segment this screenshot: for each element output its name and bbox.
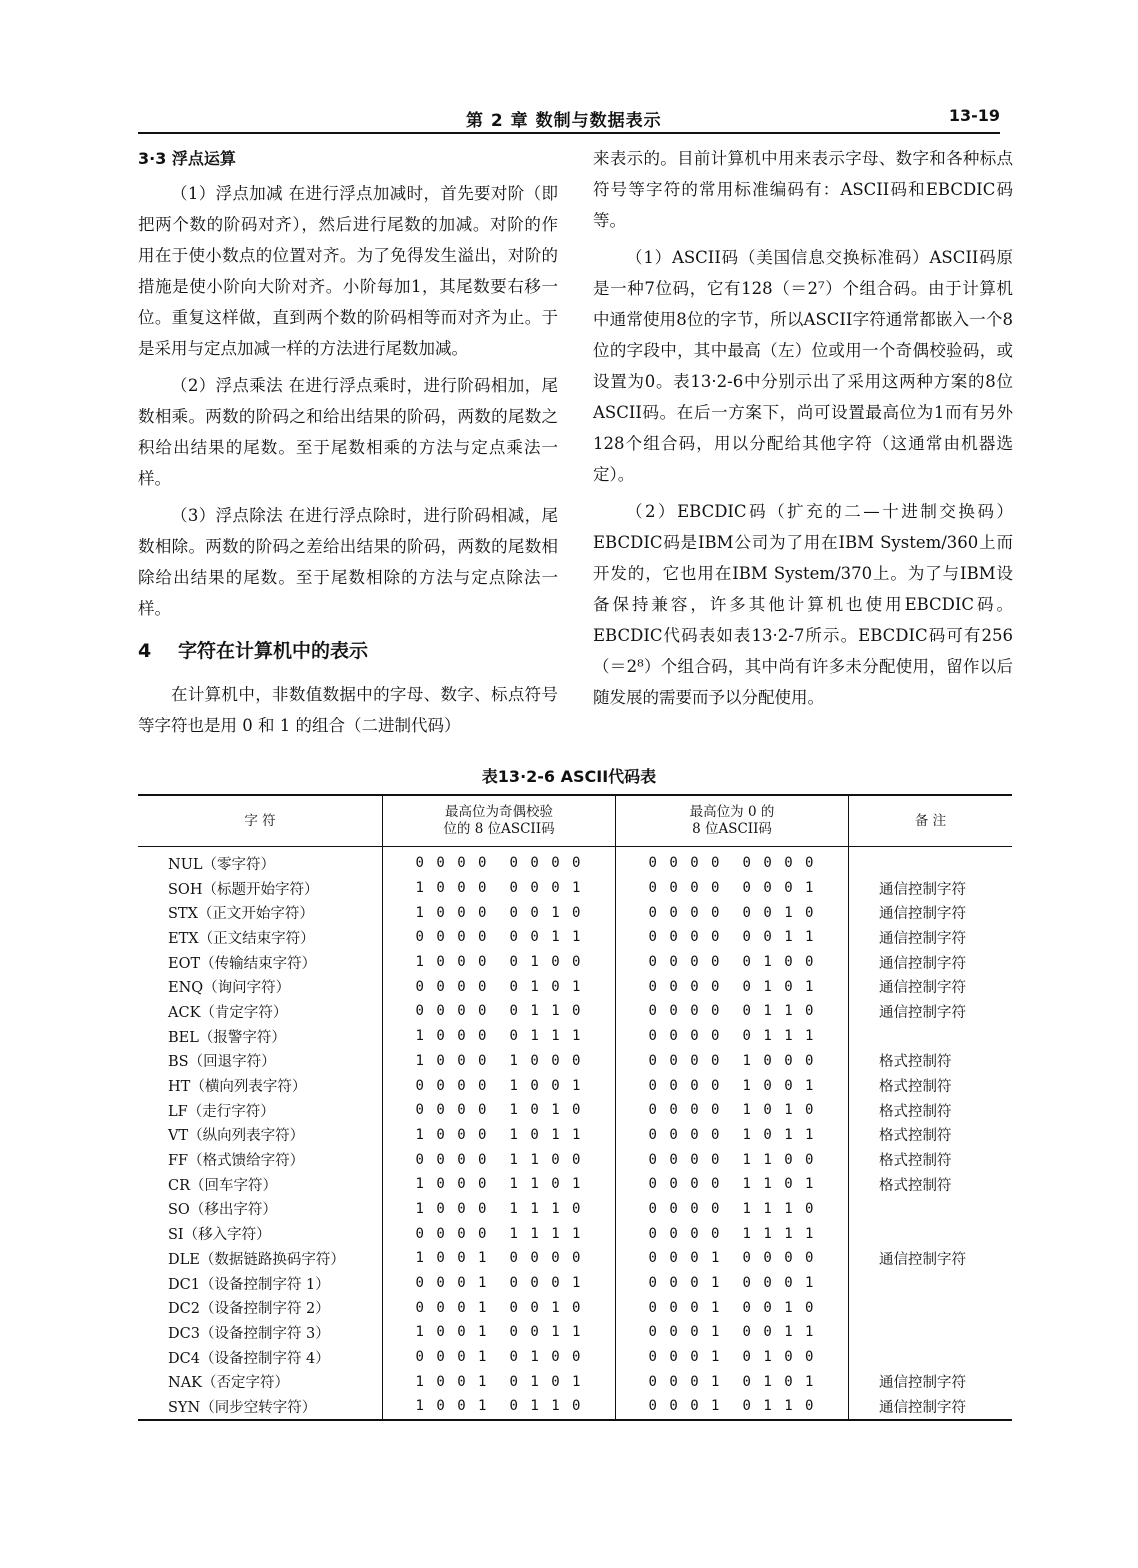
section-heading (138, 636, 558, 667)
zero-low-nibble: 0 1 1 0 (742, 1003, 816, 1020)
char-cell: LF（走行字符） (168, 1103, 275, 1120)
parity-low-nibble: 0 1 0 0 (509, 954, 583, 971)
subsection-heading: 3·3 浮点运算 (138, 149, 236, 168)
zero-low-nibble: 1 1 0 0 (742, 1151, 816, 1168)
paragraph: （3）浮点除法 在进行浮点除时，进行阶码相减，尾数相除。两数的阶码之差给出结果的阶码，两数的尾数相除给出结果的尾数。至于尾数相除的方法与定点除法一样。 (138, 506, 558, 618)
parity-low-nibble: 0 0 0 0 (509, 855, 583, 872)
parity-high-nibble: 1 0 0 0 (415, 954, 489, 971)
note-cell (849, 1345, 1013, 1370)
zero-code-cell (616, 900, 849, 925)
parity-low-nibble: 1 1 0 0 (509, 1151, 583, 1168)
zero-high-nibble: 0 0 0 1 (648, 1250, 722, 1267)
paragraph: （1）ASCII码（美国信息交换标准码）ASCII码原是一种7位码，它有128（＝2⁷）个组合码。由于计算机中通常使用8位的字节，所以ASCII字符通常都嵌入一个8位的字段中，其中最高（左）位或用一个奇偶校验码，或设置为0。表13·2-6中分别示出了采用这两种方案的8位ASCII码。在后一方案下，尚可设置最高位为1而有另外128个组合码，用以分配给其他字符（这通常由机器选定）。 (593, 248, 1013, 484)
section-title: 字符在计算机中的表示 (178, 640, 369, 662)
zero-high-nibble: 0 0 0 0 (648, 1200, 722, 1217)
parity-low-nibble: 1 0 1 0 (509, 1102, 583, 1119)
zero-low-nibble: 0 1 0 1 (742, 1373, 816, 1390)
parity-code-cell (383, 974, 616, 999)
note-cell: 通信控制字符 (849, 950, 1013, 975)
parity-code-cell (383, 1197, 616, 1222)
char-cell: ACK（肯定字符） (168, 1004, 288, 1021)
note-cell (849, 1024, 1013, 1049)
right-column (593, 143, 1013, 719)
note-cell: 格式控制符 (849, 1147, 1013, 1172)
zero-low-nibble: 1 1 1 0 (742, 1200, 816, 1217)
note-cell (849, 1221, 1013, 1246)
zero-high-nibble: 0 0 0 1 (648, 1349, 722, 1366)
parity-high-nibble: 1 0 0 1 (415, 1250, 489, 1267)
zero-code-cell (616, 1221, 849, 1246)
zero-code-cell (616, 999, 849, 1024)
note-cell (849, 1271, 1013, 1296)
header-note-label: 备 注 (914, 812, 947, 829)
paragraph: （2）EBCDIC码（扩充的二—十进制交换码） EBCDIC码是IBM公司为了用在IBM System/360上而开发的，它也用在IBM System/370上。为了与IBM设备保持兼容，许多其他计算机也使用EBCDIC码。EBCDIC代码表如表13·2-7所示。EBCDIC码可有256（＝2⁸）个组合码，其中尚有许多未分配使用，留作以后随发展的需要而予以分配使用。 (593, 502, 1013, 707)
zero-high-nibble: 0 0 0 0 (648, 1077, 722, 1094)
parity-low-nibble: 0 0 0 0 (509, 1250, 583, 1267)
char-cell: SOH（标题开始字符） (168, 881, 319, 898)
table-row (138, 1271, 1012, 1296)
table-row (138, 1049, 1012, 1074)
header-parity-label: 最高位为奇偶校验 位的 8 位ASCII码 (443, 804, 555, 837)
zero-low-nibble: 0 1 0 0 (742, 954, 816, 971)
zero-code-cell (616, 1172, 849, 1197)
zero-low-nibble: 0 0 1 0 (742, 904, 816, 921)
zero-code-cell (616, 1197, 849, 1222)
zero-code-cell (616, 1098, 849, 1123)
char-cell: DC4（设备控制字符 4） (168, 1350, 330, 1367)
section-number: 4 (138, 640, 152, 662)
char-cell: SYN（同步空转字符） (168, 1399, 317, 1416)
zero-low-nibble: 1 0 1 0 (742, 1102, 816, 1119)
parity-low-nibble: 0 0 1 0 (509, 904, 583, 921)
parity-code-cell (383, 1295, 616, 1320)
parity-high-nibble: 0 0 0 1 (415, 1349, 489, 1366)
note-cell (849, 1295, 1013, 1320)
parity-high-nibble: 0 0 0 0 (415, 929, 489, 946)
parity-low-nibble: 0 1 1 1 (509, 1028, 583, 1045)
parity-code-cell (383, 1271, 616, 1296)
zero-high-nibble: 0 0 0 0 (648, 855, 722, 872)
table-row (138, 1221, 1012, 1246)
zero-low-nibble: 0 0 1 0 (742, 1299, 816, 1316)
parity-low-nibble: 1 0 0 0 (509, 1052, 583, 1069)
note-cell (849, 1197, 1013, 1222)
page-header (138, 104, 1000, 134)
parity-code-cell (383, 1369, 616, 1394)
parity-low-nibble: 0 0 0 1 (509, 1275, 583, 1292)
table-row (138, 1024, 1012, 1049)
zero-high-nibble: 0 0 0 0 (648, 1052, 722, 1069)
note-cell: 通信控制字符 (849, 1394, 1013, 1420)
note-cell: 格式控制符 (849, 1098, 1013, 1123)
parity-high-nibble: 0 0 0 0 (415, 1003, 489, 1020)
zero-high-nibble: 0 0 0 0 (648, 904, 722, 921)
zero-code-cell (616, 1345, 849, 1370)
parity-high-nibble: 1 0 0 1 (415, 1398, 489, 1415)
parity-low-nibble: 0 0 1 0 (509, 1299, 583, 1316)
parity-code-cell (383, 1147, 616, 1172)
parity-code-cell (383, 900, 616, 925)
parity-code-cell (383, 999, 616, 1024)
parity-code-cell (383, 1123, 616, 1148)
zero-high-nibble: 0 0 0 1 (648, 1275, 722, 1292)
parity-high-nibble: 1 0 0 0 (415, 1126, 489, 1143)
parity-high-nibble: 0 0 0 1 (415, 1299, 489, 1316)
note-cell: 通信控制字符 (849, 876, 1013, 901)
parity-low-nibble: 0 0 1 1 (509, 929, 583, 946)
table-row (138, 999, 1012, 1024)
parity-high-nibble: 1 0 0 0 (415, 880, 489, 897)
table-row (138, 1098, 1012, 1123)
note-cell: 通信控制字符 (849, 1369, 1013, 1394)
parity-code-cell (383, 1172, 616, 1197)
zero-low-nibble: 1 1 1 1 (742, 1225, 816, 1242)
char-cell: SO（移出字符） (168, 1202, 277, 1219)
table-row (138, 925, 1012, 950)
zero-low-nibble: 0 0 1 1 (742, 929, 816, 946)
zero-code-cell (616, 1271, 849, 1296)
table-row (138, 1172, 1012, 1197)
zero-high-nibble: 0 0 0 0 (648, 880, 722, 897)
parity-code-cell (383, 876, 616, 901)
parity-high-nibble: 1 0 0 0 (415, 1200, 489, 1217)
header-note (849, 795, 1013, 847)
zero-low-nibble: 0 1 1 1 (742, 1028, 816, 1045)
zero-code-cell (616, 1295, 849, 1320)
note-cell (849, 847, 1013, 876)
paragraph: 来表示的。目前计算机中用来表示字母、数字和各种标点符号等字符的常用标准编码有：ASCII码和EBCDIC码等。 (593, 149, 1013, 230)
parity-high-nibble: 1 0 0 0 (415, 1176, 489, 1193)
zero-high-nibble: 0 0 0 1 (648, 1373, 722, 1390)
parity-high-nibble: 0 0 0 0 (415, 1225, 489, 1242)
zero-code-cell (616, 1049, 849, 1074)
zero-high-nibble: 0 0 0 0 (648, 929, 722, 946)
char-cell: NAK（否定字符） (168, 1375, 289, 1392)
note-cell: 通信控制字符 (849, 974, 1013, 999)
zero-low-nibble: 0 0 0 0 (742, 1250, 816, 1267)
note-cell: 通信控制字符 (849, 925, 1013, 950)
paragraph: （1）浮点加减 在进行浮点加减时，首先要对阶（即把两个数的阶码对齐），然后进行尾数的加减。对阶的作用在于使小数点的位置对齐。为了免得发生溢出，对阶的措施是使小阶向大阶对齐。小阶每加1，其尾数要右移一位。重复这样做，直到两个数的阶码相等而对齐为止。于是采用与定点加减一样的方法进行尾数加减。 (138, 184, 558, 358)
zero-code-cell (616, 1369, 849, 1394)
zero-high-nibble: 0 0 0 0 (648, 954, 722, 971)
table-row (138, 1197, 1012, 1222)
table-row (138, 876, 1012, 901)
paragraph: 在计算机中，非数值数据中的字母、数字、标点符号等字符也是用 0 和 1 的组合（二进制代码） (138, 685, 558, 735)
parity-low-nibble: 0 0 1 1 (509, 1324, 583, 1341)
parity-code-cell (383, 1221, 616, 1246)
header-zero (616, 795, 849, 847)
char-cell: VT（纵向列表字符） (168, 1128, 305, 1145)
header-char-label: 字 符 (244, 812, 276, 829)
note-cell: 格式控制符 (849, 1123, 1013, 1148)
parity-code-cell (383, 1345, 616, 1370)
char-cell: SI（移入字符） (168, 1227, 271, 1244)
note-cell: 通信控制字符 (849, 900, 1013, 925)
char-cell: DC2（设备控制字符 2） (168, 1301, 330, 1318)
zero-code-cell (616, 1394, 849, 1420)
parity-low-nibble: 0 1 0 1 (509, 978, 583, 995)
zero-code-cell (616, 1024, 849, 1049)
zero-low-nibble: 0 1 1 0 (742, 1398, 816, 1415)
parity-high-nibble: 1 0 0 1 (415, 1373, 489, 1390)
char-cell: DC1（设备控制字符 1） (168, 1276, 330, 1293)
zero-high-nibble: 0 0 0 0 (648, 1176, 722, 1193)
table-row (138, 1394, 1012, 1420)
table-row (138, 950, 1012, 975)
zero-code-cell (616, 974, 849, 999)
table-header-row (138, 795, 1012, 847)
ascii-table (138, 794, 1012, 1421)
table-caption: 表13·2-6 ASCII代码表 (481, 767, 657, 786)
char-cell: STX（正文开始字符） (168, 906, 314, 923)
parity-code-cell (383, 925, 616, 950)
parity-code-cell (383, 1049, 616, 1074)
parity-low-nibble: 1 1 1 0 (509, 1200, 583, 1217)
parity-code-cell (383, 1098, 616, 1123)
table-row (138, 1073, 1012, 1098)
note-cell: 通信控制字符 (849, 999, 1013, 1024)
char-cell: HT（横向列表字符） (168, 1079, 307, 1096)
note-cell: 通信控制字符 (849, 1246, 1013, 1271)
parity-code-cell (383, 1320, 616, 1345)
table-row (138, 1369, 1012, 1394)
zero-high-nibble: 0 0 0 0 (648, 1028, 722, 1045)
parity-high-nibble: 0 0 0 0 (415, 978, 489, 995)
zero-high-nibble: 0 0 0 1 (648, 1398, 722, 1415)
table-row (138, 1246, 1012, 1271)
zero-high-nibble: 0 0 0 0 (648, 1003, 722, 1020)
table-row (138, 847, 1012, 876)
table-row (138, 1123, 1012, 1148)
parity-high-nibble: 1 0 0 0 (415, 1028, 489, 1045)
zero-high-nibble: 0 0 0 0 (648, 1225, 722, 1242)
parity-high-nibble: 1 0 0 0 (415, 904, 489, 921)
parity-low-nibble: 1 0 0 1 (509, 1077, 583, 1094)
zero-high-nibble: 0 0 0 1 (648, 1324, 722, 1341)
zero-code-cell (616, 925, 849, 950)
header-parity (383, 795, 616, 847)
char-cell: DLE（数据链路换码字符） (168, 1251, 345, 1268)
char-cell: EOT（传输结束字符） (168, 955, 317, 972)
zero-low-nibble: 0 0 0 1 (742, 880, 816, 897)
parity-low-nibble: 1 0 1 1 (509, 1126, 583, 1143)
parity-code-cell (383, 950, 616, 975)
zero-high-nibble: 0 0 0 1 (648, 1299, 722, 1316)
parity-high-nibble: 0 0 0 0 (415, 1077, 489, 1094)
zero-code-cell (616, 1320, 849, 1345)
zero-code-cell (616, 1123, 849, 1148)
zero-low-nibble: 1 0 0 1 (742, 1077, 816, 1094)
table-row (138, 974, 1012, 999)
table-row (138, 1147, 1012, 1172)
char-cell: ENQ（询问字符） (168, 980, 291, 997)
char-cell: BEL（报警字符） (168, 1029, 286, 1046)
header-char (138, 795, 383, 847)
note-cell (849, 1320, 1013, 1345)
zero-code-cell (616, 847, 849, 876)
zero-code-cell (616, 1246, 849, 1271)
parity-code-cell (383, 1246, 616, 1271)
zero-low-nibble: 0 0 0 0 (742, 855, 816, 872)
note-cell: 格式控制符 (849, 1073, 1013, 1098)
zero-high-nibble: 0 0 0 0 (648, 978, 722, 995)
parity-high-nibble: 0 0 0 0 (415, 1151, 489, 1168)
parity-low-nibble: 0 1 1 0 (509, 1398, 583, 1415)
zero-low-nibble: 1 0 1 1 (742, 1126, 816, 1143)
parity-high-nibble: 0 0 0 0 (415, 855, 489, 872)
parity-low-nibble: 1 1 1 1 (509, 1225, 583, 1242)
char-cell: DC3（设备控制字符 3） (168, 1325, 330, 1342)
parity-low-nibble: 0 1 0 0 (509, 1349, 583, 1366)
table-body (138, 847, 1012, 1420)
zero-low-nibble: 0 0 0 1 (742, 1275, 816, 1292)
parity-low-nibble: 0 1 0 1 (509, 1373, 583, 1390)
zero-code-cell (616, 1147, 849, 1172)
zero-high-nibble: 0 0 0 0 (648, 1151, 722, 1168)
parity-code-cell (383, 847, 616, 876)
zero-code-cell (616, 876, 849, 901)
parity-high-nibble: 0 0 0 0 (415, 1102, 489, 1119)
char-cell: FF（格式馈给字符） (168, 1153, 305, 1170)
char-cell: CR（回车字符） (168, 1177, 278, 1194)
char-cell: BS（回退字符） (168, 1054, 276, 1071)
parity-high-nibble: 1 0 0 0 (415, 1052, 489, 1069)
zero-low-nibble: 0 1 0 1 (742, 978, 816, 995)
zero-low-nibble: 0 0 1 1 (742, 1324, 816, 1341)
parity-code-cell (383, 1024, 616, 1049)
note-cell: 格式控制符 (849, 1049, 1013, 1074)
parity-high-nibble: 0 0 0 1 (415, 1275, 489, 1292)
parity-low-nibble: 0 1 1 0 (509, 1003, 583, 1020)
table-row (138, 1345, 1012, 1370)
parity-code-cell (383, 1394, 616, 1420)
parity-code-cell (383, 1073, 616, 1098)
paragraph: （2）浮点乘法 在进行浮点乘时，进行阶码相加，尾数相乘。两数的阶码之和给出结果的阶码，两数的尾数之积给出结果的尾数。至于尾数相乘的方法与定点乘法一样。 (138, 376, 558, 488)
header-zero-label: 最高位为 0 的 8 位ASCII码 (689, 804, 775, 837)
zero-code-cell (616, 1073, 849, 1098)
char-cell: NUL（零字符） (168, 856, 276, 873)
parity-high-nibble: 1 0 0 1 (415, 1324, 489, 1341)
parity-low-nibble: 1 1 0 1 (509, 1176, 583, 1193)
char-cell: ETX（正文结束字符） (168, 930, 315, 947)
table-row (138, 1295, 1012, 1320)
zero-high-nibble: 0 0 0 0 (648, 1126, 722, 1143)
zero-code-cell (616, 950, 849, 975)
note-cell: 格式控制符 (849, 1172, 1013, 1197)
zero-low-nibble: 0 1 0 0 (742, 1349, 816, 1366)
parity-low-nibble: 0 0 0 1 (509, 880, 583, 897)
zero-high-nibble: 0 0 0 0 (648, 1102, 722, 1119)
table-row (138, 1320, 1012, 1345)
zero-low-nibble: 1 1 0 1 (742, 1176, 816, 1193)
chapter-title: 第 2 章 数制与数据表示 (466, 111, 662, 131)
left-column (138, 143, 558, 747)
table-row (138, 900, 1012, 925)
zero-low-nibble: 1 0 0 0 (742, 1052, 816, 1069)
page-number: 13-19 (948, 106, 1000, 125)
